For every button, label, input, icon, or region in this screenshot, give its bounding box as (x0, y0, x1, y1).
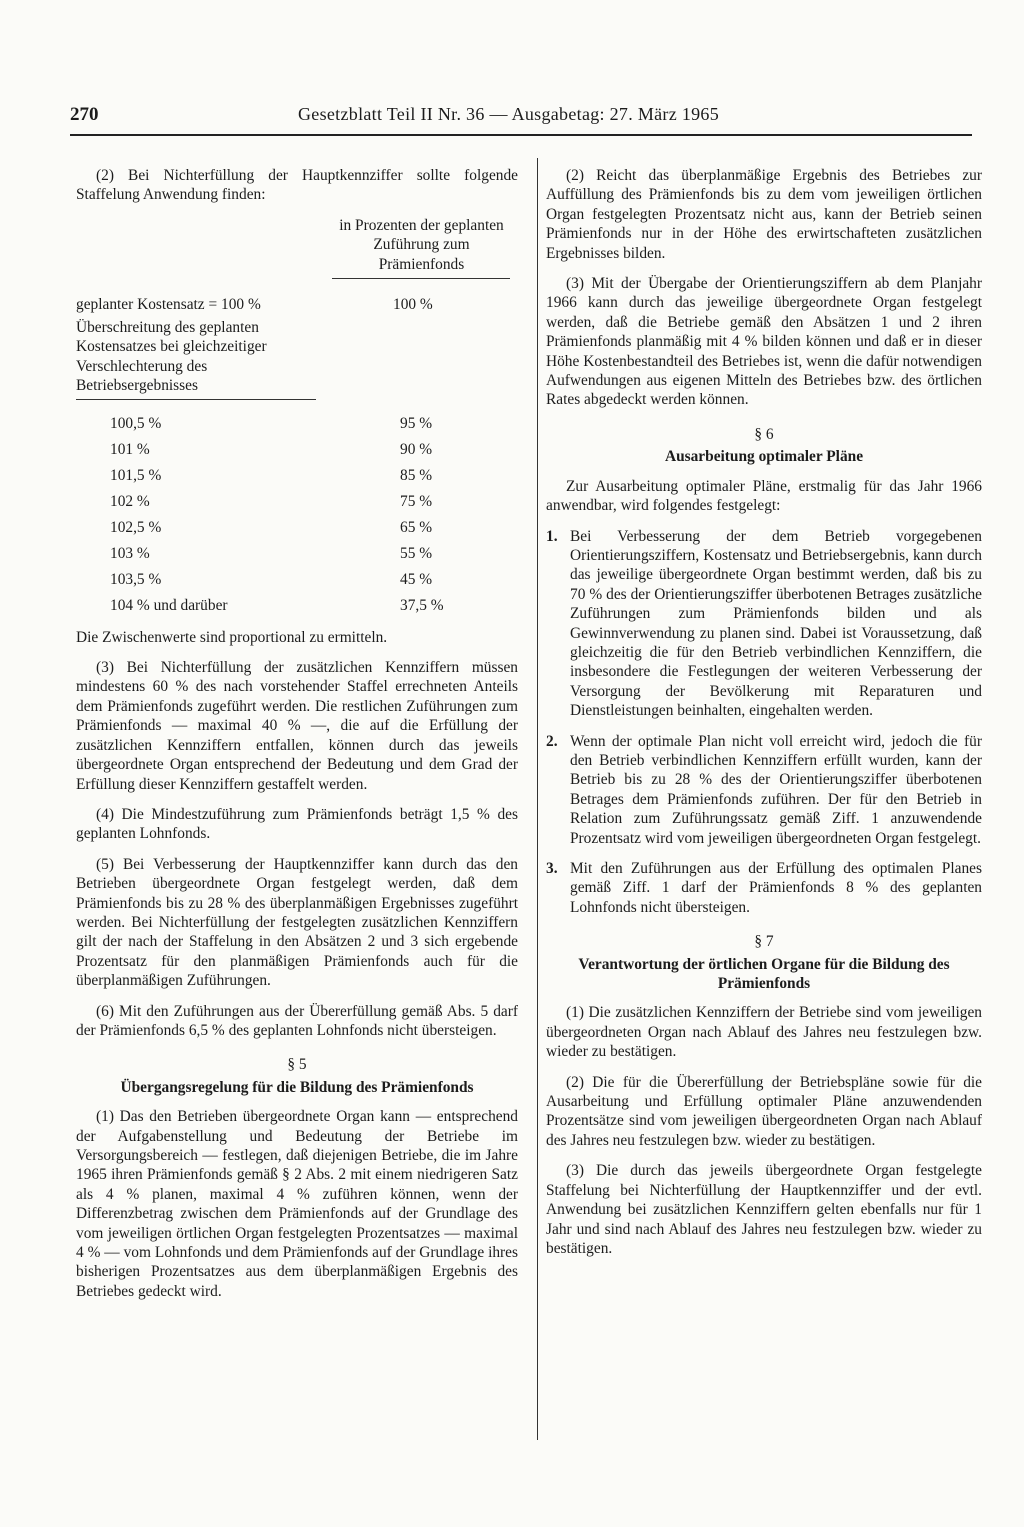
table-column-header: in Prozenten der geplanten Zuführung zum Prämienfonds (339, 216, 504, 273)
page-number: 270 (70, 104, 99, 125)
row-value: 75 % (400, 492, 433, 510)
section-6-number: § 6 (754, 425, 774, 443)
criterion-label: Überschreitung des geplanten Kostensatzes bei gleichzeitiger Verschlechterung des Betriebsergebnisses (76, 319, 267, 395)
section-6-intro: Zur Ausarbeitung optimaler Pläne, erstmalig für das Jahr 1966 anwendbar, wird folgendes festgelegt: (546, 477, 982, 515)
section-5-title: Übergangsregelung für die Bildung des Prämienfonds (120, 1078, 474, 1096)
list-item-number: 1. (546, 527, 558, 545)
list-item (546, 732, 982, 848)
section-7-title: Verantwortung der örtlichen Organe für die Bildung des Prämienfonds (578, 955, 950, 993)
table-row-base (76, 295, 518, 318)
paragraph-4: (4) Die Mindestzuführung zum Prämienfonds beträgt 1,5 % des geplanten Lohnfonds. (76, 805, 518, 843)
paragraph-3: (3) Bei Nichterfüllung der zusätzlichen Kennziffern müssen mindestens 60 % des nach vorstehender Staffel errechneten Anteils dem Prämienfonds zugeführt werden. Die restlichen Zuführungen zum Prämienfonds — maximal 40 % —, die auf die Erfüllung der zusätzlichen Kennziffern entfallen, können durch das jeweils übergeordnete Organ entsprechend der Bedeutung und dem Grad der Erfüllung dieser Kennziffern gestaffelt werden. (76, 659, 518, 793)
criterion-rule (76, 399, 316, 400)
row-value: 55 % (400, 544, 433, 562)
row-value: 85 % (400, 466, 433, 484)
table-row (76, 518, 518, 544)
section-7-number: § 7 (754, 933, 774, 951)
table-row (76, 596, 518, 622)
section-7-paragraph-3: (3) Die durch das jeweils übergeordnete Organ festgelegte Staffelung bei Nichterfüllung der Hauptkennziffer und der evtl. Anwendung bei zusätzlichen Kennziffern gelten ebenfalls nur für 1 Jahr und sind nach Ablauf des Jahres neu festzulegen bzw. wieder zu bestätigen. (546, 1162, 982, 1257)
section-7-paragraph-1: (1) Die zusätzlichen Kennziffern der Betriebe sind vom jeweiligen übergeordneten Organ nach Ablauf des Jahres neu festzulegen bzw. wieder zu bestätigen. (546, 1004, 982, 1061)
section-5-paragraph-2: (2) Reicht das überplanmäßige Ergebnis des Betriebes zur Auffüllung des Prämienfonds bis zu dem vom jeweiligen örtlichen Organ festgelegten Prozentsatz nicht aus, kann der Betrieb seinen Prämienfonds nur in der Höhe des erwirtschafteten zusätzlichen Ergebnisses bilden. (546, 167, 982, 262)
section-7-paragraph-2: (2) Die für die Übererfüllung der Betriebspläne sowie für die Ausarbeitung und Erfüllung optimaler Pläne anzuwendenden Prozentsätze sind vom jeweiligen übergeordneten Organ nach Ablauf des Jahres neu festzulegen bzw. wieder zu bestätigen. (546, 1073, 982, 1149)
header-title: Gesetzblatt Teil II Nr. 36 — Ausgabetag: 27. März 1965 (298, 104, 720, 124)
section-5-paragraph-1: (1) Das den Betrieben übergeordnete Organ kann — entsprechend der Aufgabenstellung und Bedeutung der Betriebe im Versorgungsbereich — festlegen, daß diejenigen Betriebe, die im Jahre 1965 ihren Prämienfonds gemäß § 2 Abs. 2 mit einem niedrigeren Satz als 4 % planen, maximal 4 % zuführen können, wenn der Differenzbetrag zwischen dem Prämienfonds auf der Grundlage des vom jeweiligen örtlichen Organ festgelegten Prozentsatzes — maximal 4 % — vom Lohnfonds und dem Prämienfonds auf der Grundlage ihres bisherigen Prozentsatzes aus dem überplanmäßigen Ergebnis des Betriebes gedeckt wird. (76, 1108, 518, 1300)
list-item-text: Mit den Zuführungen aus der Erfüllung des optimalen Planes gemäß Ziff. 1 darf der Prämienfonds 8 % des geplanten Lohnfonds nicht übersteigen. (570, 860, 982, 916)
row-label: 101,5 % (110, 466, 162, 484)
list-item-text: Wenn der optimale Plan nicht voll erreicht wird, jedoch die für den Betrieb verbindlichen Kennziffern erfüllt wurden, kann der Betrieb bis zu 28 % des der Orientierungsziffer überbotenen Betrages dem Prämienfonds zuführen. Der für den Betrieb in Relation zum Zuführungssatz gemäß Ziff. 1 anzuwendende Prozentsatz wird vom jeweiligen übergeordneten Organ festgelegt. (570, 732, 982, 847)
section-6-title: Ausarbeitung optimaler Pläne (664, 448, 864, 466)
base-label: geplanter Kostensatz = 100 % (76, 296, 261, 314)
table-note: Die Zwischenwerte sind proportional zu ermitteln. (76, 628, 388, 646)
row-label: 103 % (110, 544, 150, 562)
section-5-number: § 5 (287, 1056, 307, 1074)
list-item (546, 527, 982, 721)
base-value: 100 % (393, 296, 433, 314)
row-value: 45 % (400, 570, 433, 588)
row-label: 101 % (110, 440, 150, 458)
table-row (76, 414, 518, 440)
row-label: 102 % (110, 492, 150, 510)
page-header (0, 104, 1024, 136)
table-row (76, 492, 518, 518)
table-header-rule (332, 278, 510, 279)
table-row (76, 570, 518, 596)
row-label: 100,5 % (110, 414, 162, 432)
list-item (546, 859, 982, 917)
row-label: 103,5 % (110, 570, 162, 588)
table-row (76, 466, 518, 492)
list-item-text: Bei Verbesserung der dem Betrieb vorgegebenen Orientierungsziffern, Kostensatz und Betriebsergebnis, kann durch das jeweilige übergeordnete Organ bestimmt werden, daß bis zu 70 % des der Orientierungsziffer überbotenen Betrages zusätzliche Zuführungen zum Prämienfonds bilden und als Gewinnverwendung zu planen sind. Dabei ist Voraussetzung, daß gleichzeitig die für den Betrieb verbindlichen Kennziffern, die insbesondere die Festlegungen der weiteren Verbesserung der Versorgung der Bevölkerung mit Reparaturen und Dienstleistungen beinhalten, eingehalten werden. (570, 527, 982, 720)
paragraph-5: (5) Bei Verbesserung der Hauptkennziffer kann durch das den Betrieben übergeordnete Organ festgelegt werden, daß dem Prämienfonds bis zu 28 % des überplanmäßigen Ergebnisses zugeführt werden. Bei Nichterfüllung der festgelegten zusätzlichen Kennziffern gilt der nach der Staffelung in den Absätzen 2 und 3 sich ergebende Prozentsatz für den planmäßigen Prämienfonds auch für die überplanmäßigen Zuführungen. (76, 855, 518, 990)
row-value: 95 % (400, 414, 433, 432)
paragraph-6: (6) Mit den Zuführungen aus der Übererfüllung gemäß Abs. 5 darf der Prämienfonds 6,5 % des geplanten Lohnfonds nicht übersteigen. (76, 1002, 518, 1039)
right-column (546, 166, 982, 1269)
row-value: 65 % (400, 518, 433, 536)
row-value: 90 % (400, 440, 433, 458)
row-label: 104 % und darüber (110, 596, 228, 614)
left-column (76, 166, 518, 1312)
table-row (76, 440, 518, 466)
table-row (76, 544, 518, 570)
row-value: 37,5 % (400, 596, 444, 614)
row-label: 102,5 % (110, 518, 162, 536)
paragraph-2-intro: (2) Bei Nichterfüllung der Hauptkennziffer sollte folgende Staffelung Anwendung finden: (76, 167, 518, 204)
list-item-number: 3. (546, 860, 558, 877)
section-5-paragraph-3: (3) Mit der Übergabe der Orientierungsziffern ab dem Planjahr 1966 kann durch das jeweilige übergeordnete Organ festgelegt werden, daß die Betriebe gemäß den Absätzen 1 und 2 ihren Prämienfonds planmäßig mit 4 % bilden können und daß er in dieser Höhe Kostenbestandteil des Betriebes ist, wenn die dafür notwendigen Aufwendungen aus eigenen Mitteln des Betriebes bzw. des örtlichen Rates abgedeckt werden können. (546, 275, 982, 409)
column-divider (537, 158, 538, 1440)
list-item-number: 2. (546, 732, 558, 750)
staffelung-table (76, 216, 518, 622)
header-rule (70, 134, 972, 136)
